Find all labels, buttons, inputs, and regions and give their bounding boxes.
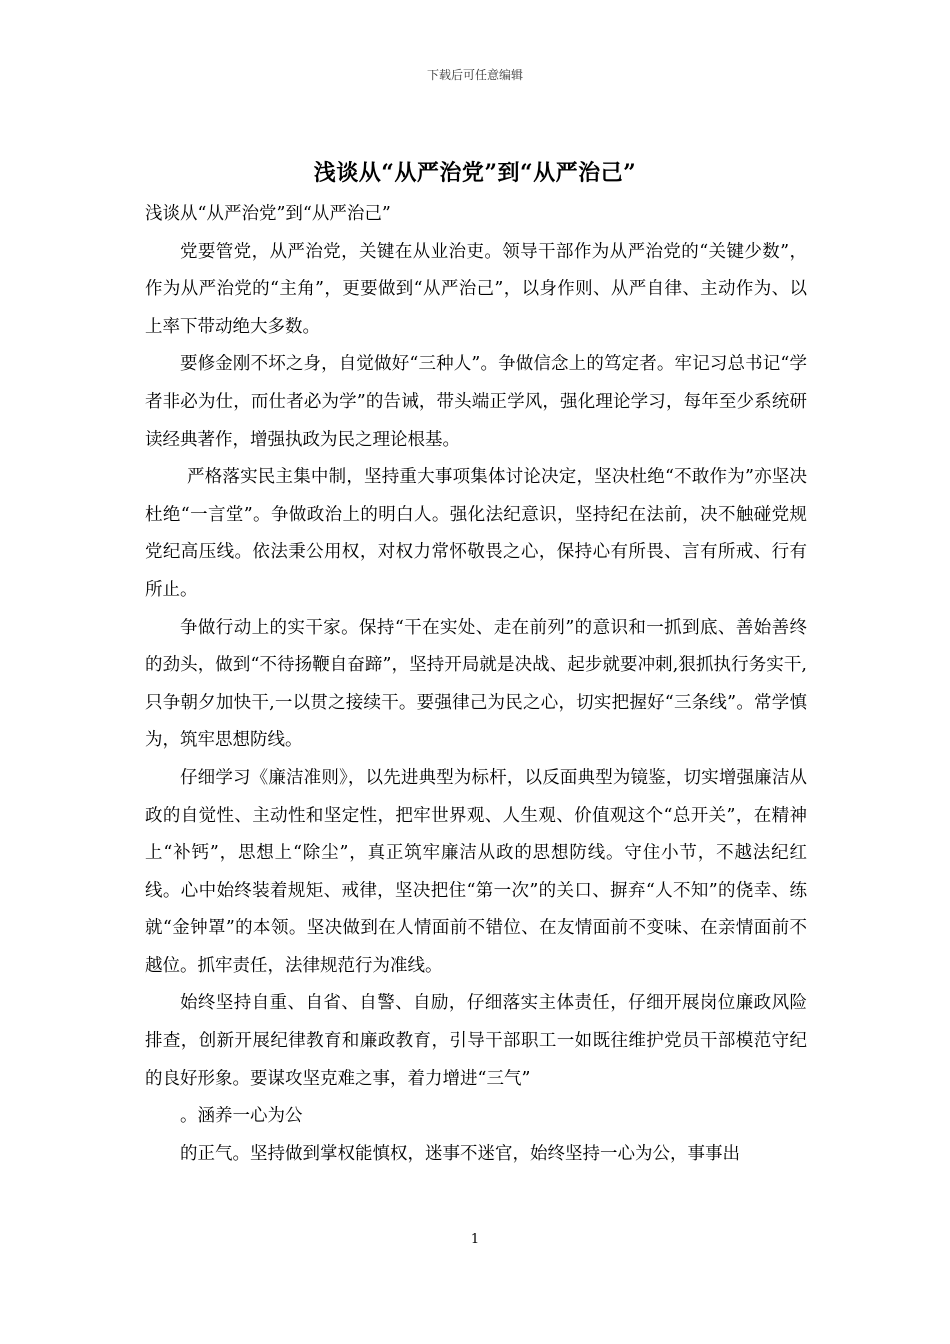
paragraph-2: 要修金刚不坏之身，自觉做好“三种人”。争做信念上的笃定者。牢记习总书记“学者非必为仕，而仕者必为学”的告诫，带头端正学风，强化理论学习，每年至少系统研读经典著作，增强执政为民之理论根基。 [145,354,807,450]
paragraph-7: 。涵养一心为公 [180,1106,303,1127]
paragraph-6: 始终坚持自重、自省、自警、自励，仔细落实主体责任，仔细开展岗位廉政风险排查，创新开展纪律教育和廉政教育，引导干部职工一如既往维护党员干部模范守纪的良好形象。要谋攻坚克难之事，着力增进“三气” [145,993,807,1089]
page-number: 1 [470,1232,480,1247]
document-body [145,196,807,1173]
page-title: 浅谈从“从严治党”到“从严治己” [313,160,637,186]
paragraph-4: 争做行动上的实干家。保持“干在实处、走在前列”的意识和一抓到底、善始善终的劲头，做到“不待扬鞭自奋蹄”，坚持开局就是决战、起步就要冲刺,狠抓执行务实干,只争朝夕加快干,一以贯之接续干。要强律己为民之心，切实把握好“三条线”。常学慎为，筑牢思想防线。 [145,617,807,751]
paragraph-5: 仔细学习《廉洁准则》，以先进典型为标杆，以反面典型为镜鉴，切实增强廉洁从政的自觉性、主动性和坚定性，把牢世界观、人生观、价值观这个“总开关”，在精神上“补钙”，思想上“除尘”，真正筑牢廉洁从政的思想防线。守住小节，不越法纪红线。心中始终装着规矩、戒律，坚决把住“第一次”的关口、摒弃“人不知”的侥幸、练就“金钟罩”的本领。坚决做到在人情面前不错位、在友情面前不变味、在亲情面前不越位。抓牢责任，法律规范行为准线。 [145,767,807,976]
paragraph-8: 的正气。坚持做到掌权能慎权，迷事不迷官，始终坚持一心为公，事事出 [180,1143,740,1164]
header-note: 下载后可任意编辑 [426,68,523,82]
subtitle-line: 浅谈从“从严治党”到“从严治己” [145,204,391,224]
paragraph-1: 党要管党，从严治党，关键在从业治吏。领导干部作为从严治党的“关键少数”，作为从严治党的“主角”，更要做到“从严治己”，以身作则、从严自律、主动作为、以上率下带动绝大多数。 [145,241,807,337]
paragraph-3: 严格落实民主集中制，坚持重大事项集体讨论决定，坚决杜绝“不敢作为”亦坚决杜绝“一言堂”。争做政治上的明白人。强化法纪意识，坚持纪在法前，决不触碰党规党纪高压线。依法秉公用权，对权力常怀敬畏之心，保持心有所畏、言有所戒、行有所止。 [145,467,807,600]
